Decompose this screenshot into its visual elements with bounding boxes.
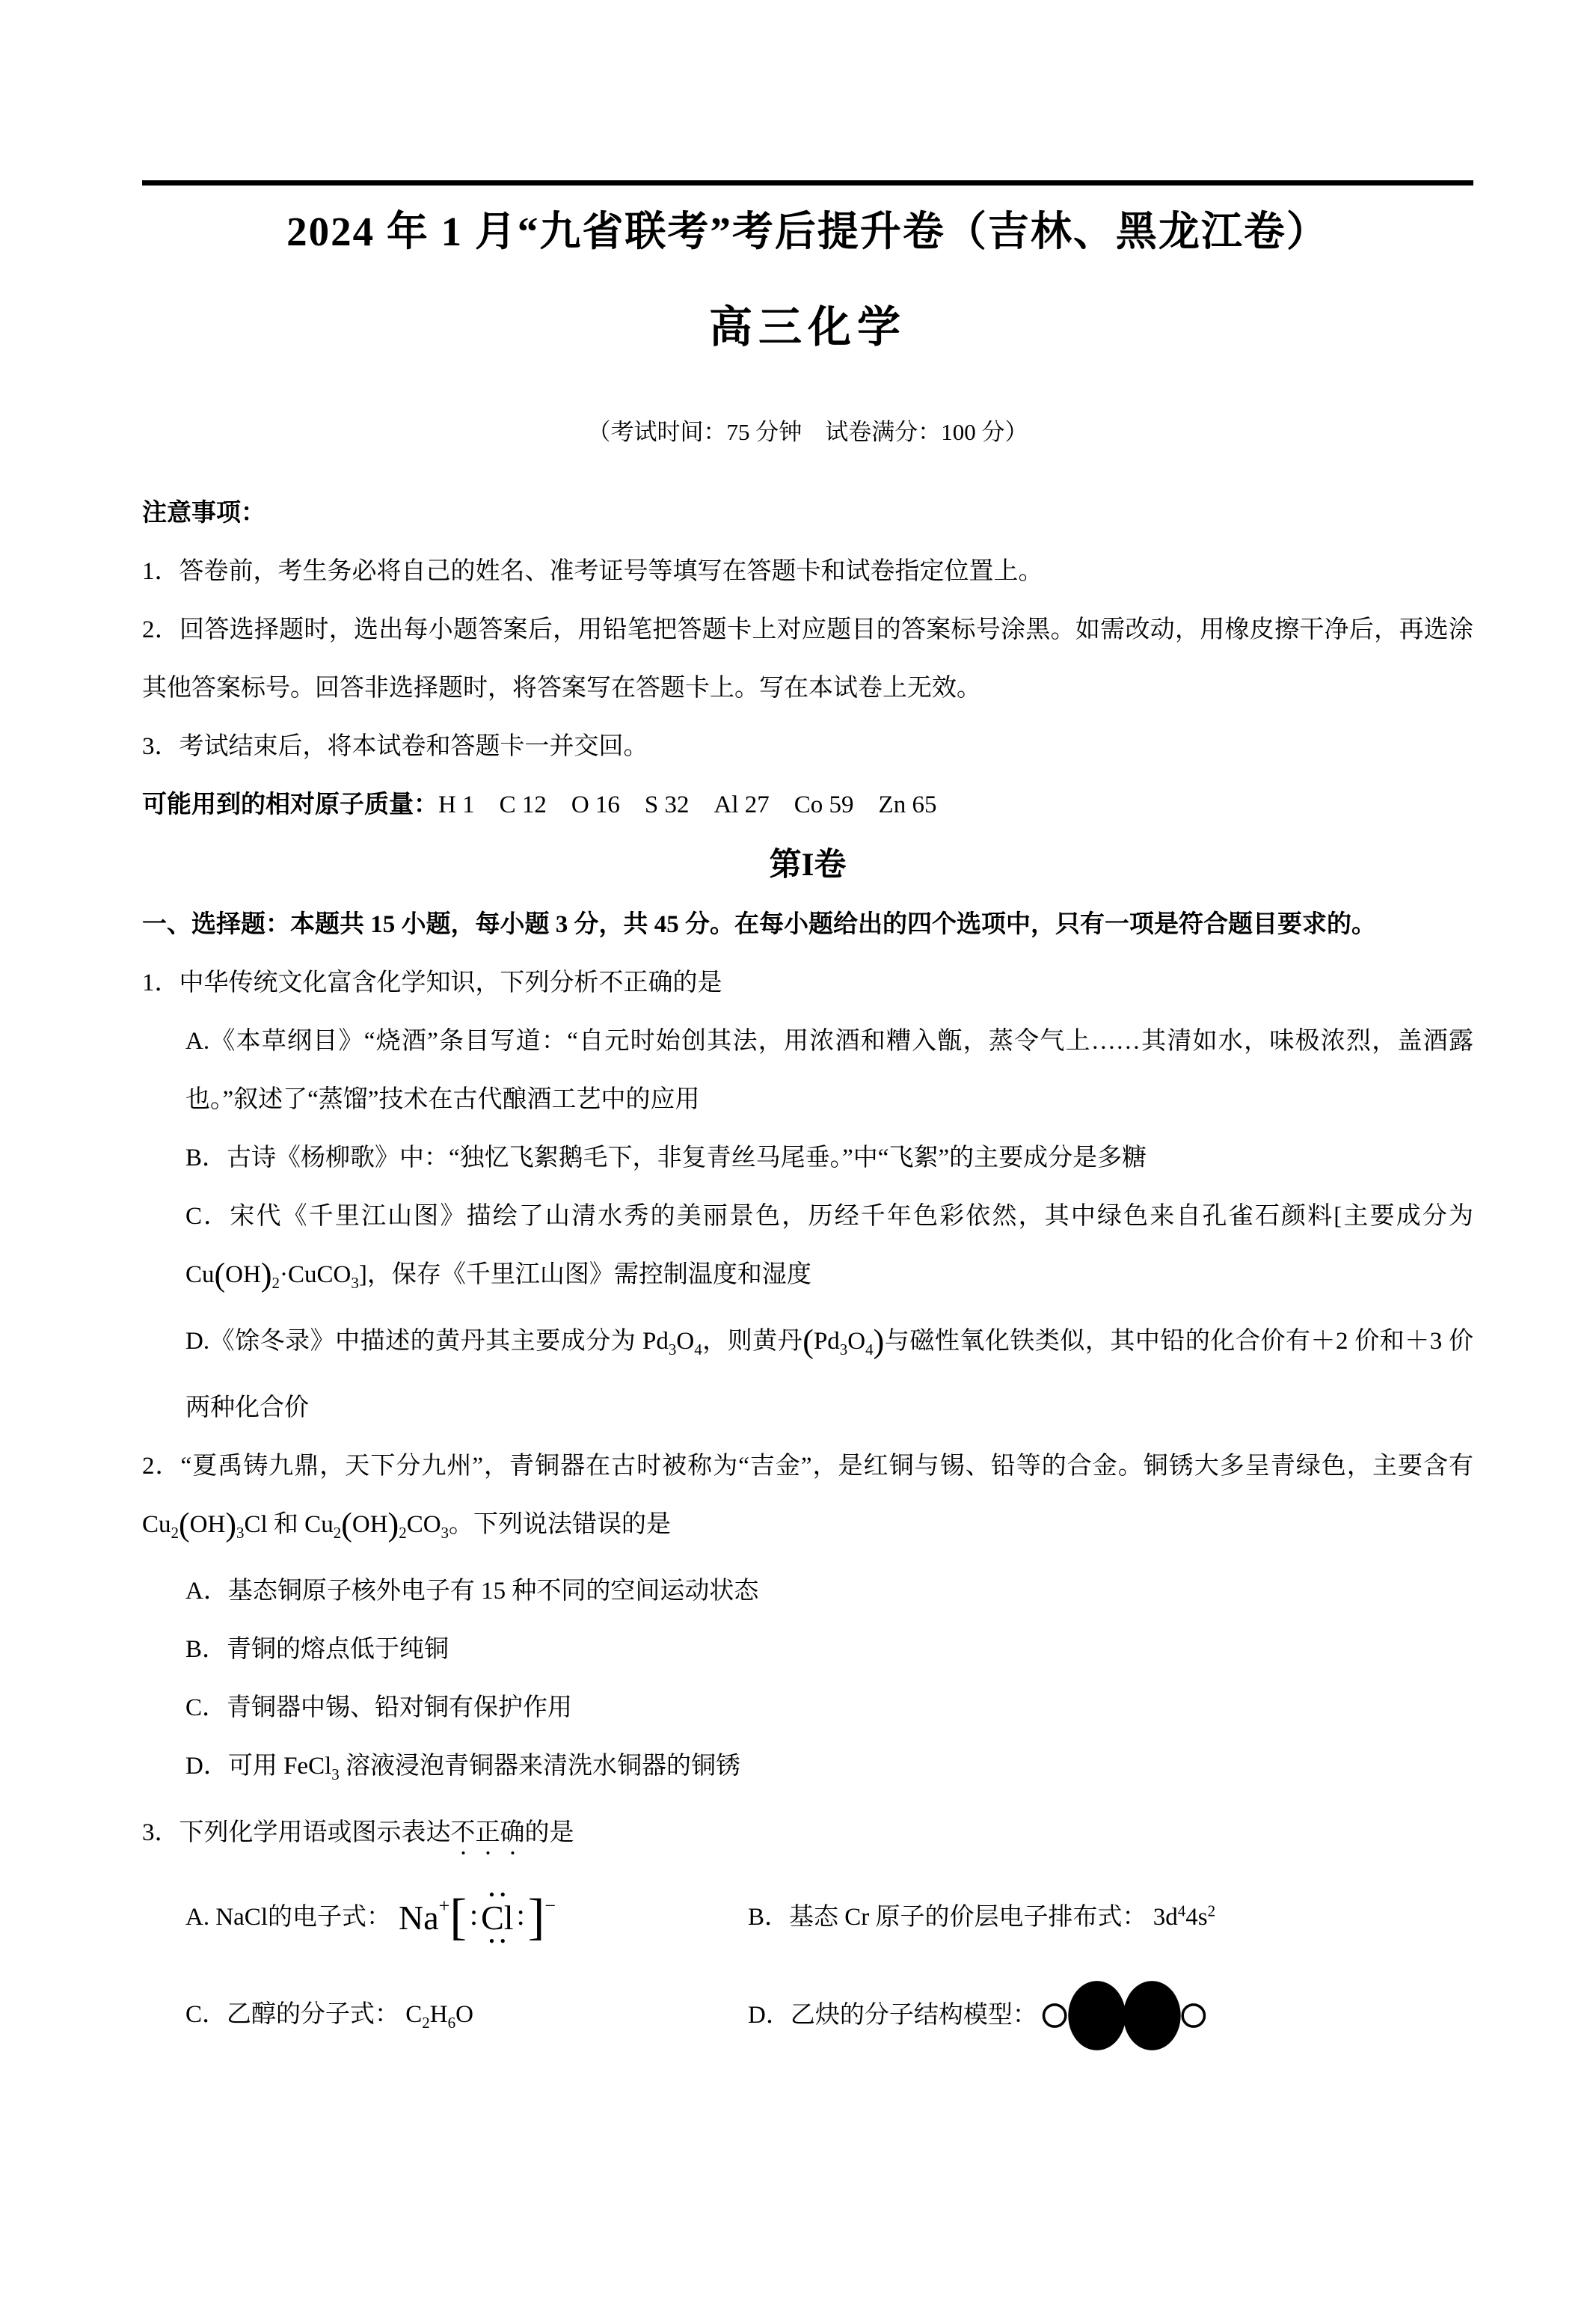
- question-1: [142, 954, 1473, 1437]
- question-3-option-a: [185, 1884, 748, 1950]
- question-2-option-d: D．可用 FeCl$_3$ 溶液浸泡青铜器来清洗水铜器的铜锈: [185, 1752, 741, 1783]
- notice-heading: 注意事项：: [142, 499, 266, 527]
- hydrogen-atom-left: [1043, 2005, 1065, 2026]
- atomic-mass-label: 可能用到的相对原子质量：: [142, 791, 438, 818]
- paper-title: 2024 年 1 月“九省联考”考后提升卷（吉林、黑龙江卷）: [286, 209, 1329, 254]
- question-3-option-row-ab: [185, 1862, 1473, 1974]
- lewis-bottom-dots: ••: [488, 1931, 512, 1950]
- exam-time-score-info: （考试时间：75 分钟 试卷满分：100 分）: [587, 419, 1028, 446]
- question-3-option-d: [748, 1979, 1473, 2052]
- notice-item-1: 1．答卷前，考生务必将自己的姓名、准考证号等填写在答题卡和试卷指定位置上。: [142, 557, 1043, 585]
- lewis-anion-charge: −: [544, 1894, 556, 1917]
- question-3-option-a-label: A. NaCl的电子式：: [185, 1904, 391, 1931]
- question-2-option-b: B．青铜的熔点低于纯铜: [185, 1635, 449, 1663]
- question-1-options: [185, 1012, 1473, 1437]
- acetylene-space-filling-model-icon: [1042, 1979, 1206, 2052]
- header-divider: [142, 180, 1473, 186]
- question-3-option-c-label: C．乙醇的分子式： $C_2H_6O$: [185, 2000, 473, 2032]
- question-1-option-c: C．宋代《千里江山图》描绘了山清水秀的美丽景色，历经千年色彩依然，其中绿色来自孔雀石颜料[主要成分为 $Cu(OH)_2\cdot CuCO_3$]，保存《千里江山图》需控制温度和湿度: [185, 1202, 1473, 1293]
- question-1-stem: 1．中华传统文化富含化学知识，下列分析不正确的是: [142, 969, 722, 996]
- question-3-options: [185, 1862, 1473, 2058]
- question-2-stem: 2．“夏禹铸九鼎，天下分九州”，青铜器在古时被称为“吉金”，是红铜与锡、铅等的合金。铜锈大多呈青绿色，主要含有 $Cu_2(OH)_3Cl$ 和 $Cu_2(OH)_2CO_3$。下列说法错误的是: [142, 1452, 1473, 1542]
- question-3-option-d-label: D．乙炔的分子结构模型：: [748, 2002, 1037, 2029]
- question-2-option-c: C．青铜器中锡、铅对铜有保护作用: [185, 1694, 573, 1721]
- lewis-close-bracket: ]: [527, 1887, 545, 1945]
- nacl-electron-dot-formula: [399, 1884, 556, 1950]
- question-3-option-c: [185, 1997, 748, 2034]
- question-1-option-a: A.《本草纲目》“烧酒”条目写道：“自元时始创其法，用浓酒和糟入甑，蒸令气上……其清如水，味极浓烈，盖酒露也。”叙述了“蒸馏”技术在古代酿酒工艺中的应用: [185, 1027, 1473, 1113]
- atomic-mass-line: [142, 776, 1473, 834]
- question-3-option-b-label: B．基态 Cr 原子的价层电子排布式： $3d^44s^2$: [748, 1902, 1216, 1931]
- lewis-anion: Cl: [481, 1898, 514, 1937]
- lewis-cation-charge: +: [438, 1894, 450, 1917]
- notice-item-3: 3．考试结束后，将本试卷和答题卡一并交回。: [142, 732, 648, 760]
- lewis-top-dots: ••: [488, 1884, 512, 1904]
- question-1-option-b: B．古诗《杨柳歌》中：“独忆飞絮鹅毛下，非复青丝马尾垂。”中“飞絮”的主要成分是多糖: [185, 1144, 1147, 1171]
- lewis-right-dots: :: [516, 1897, 525, 1931]
- part-one-title: 第I卷: [769, 847, 847, 883]
- lewis-anion-stack: [481, 1884, 514, 1950]
- lewis-left-dots: :: [469, 1897, 479, 1931]
- lewis-open-bracket: [: [449, 1887, 467, 1945]
- notice-item-2: 2．回答选择题时，选出每小题答案后，用铅笔把答题卡上对应题目的答案标号涂黑。如需改动，用橡皮擦干净后，再选涂其他答案标号。回答非选择题时，将答案写在答题卡上。写在本试卷上无效。: [142, 616, 1473, 702]
- question-3: [142, 1804, 1473, 2058]
- lewis-cation: Na: [399, 1898, 439, 1937]
- question-3-option-row-cd: [185, 1974, 1473, 2058]
- question-3-stem: 3．下列化学用语或图示表达不正确的是: [142, 1819, 574, 1846]
- question-3-option-b: [748, 1900, 1473, 1934]
- question-2-option-a: A．基态铜原子核外电子有 15 种不同的空间运动状态: [185, 1577, 759, 1605]
- question-2-options: [185, 1562, 1473, 1804]
- section-one-intro: 一、选择题：本题共 15 小题，每小题 3 分，共 45 分。在每小题给出的四个选项中，只有一项是符合题目要求的。: [142, 910, 1376, 938]
- carbon-atom-right: [1123, 1981, 1181, 2050]
- atomic-mass-values: H 1 C 12 O 16 S 32 Al 27 Co 59 Zn 65: [438, 791, 937, 818]
- hydrogen-atom-right: [1182, 2005, 1204, 2026]
- notice-list: [142, 542, 1473, 776]
- paper-subject-title: 高三化学: [708, 302, 906, 352]
- question-1-option-d: D.《馀冬录》中描述的黄丹其主要成分为 $Pd_3O_4$，则黄丹$(Pd_3O_4)$与磁性氧化铁类似，其中铅的化合价有＋2 价和＋3 价两种化合价: [185, 1323, 1474, 1421]
- page-content: [0, 180, 1596, 2058]
- question-2: [142, 1437, 1473, 1804]
- carbon-atom-left: [1068, 1981, 1126, 2050]
